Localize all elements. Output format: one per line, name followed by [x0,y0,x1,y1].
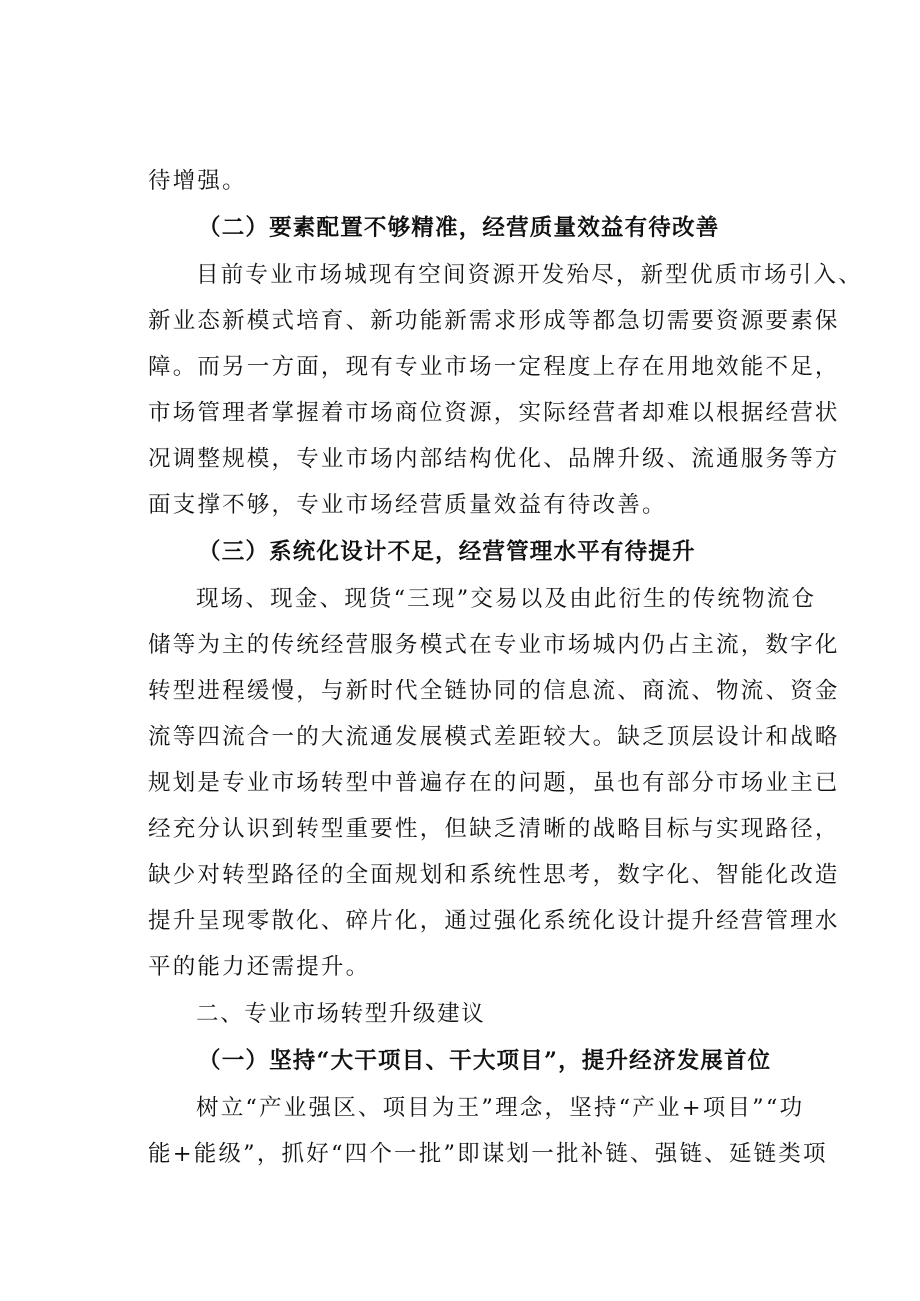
body-line-15: 经充分认识到转型重要性，但缺乏清晰的战略目标与实现路径， [148,816,840,842]
body-line-6: 市场管理者掌握着市场商位资源，实际经营者却难以根据经营状 [148,400,840,426]
body-line-11: 储等为主的传统经营服务模式在专业市场城内仍占主流，数字化 [148,632,840,658]
body-line-10: 现场、现金、现货“三现”交易以及由此衍生的传统物流仓 [196,586,817,612]
section-heading-3: （三）系统化设计不足，经营管理水平有待提升 [198,539,696,565]
body-line-22: 能+能级”，抓好“四个一批”即谋划一批补链、强链、延链类项 [148,1141,828,1167]
body-line-4: 新业态新模式培育、新功能新需求形成等都急切需要资源要素保 [148,308,840,334]
chapter-heading: 二、专业市场转型升级建议 [196,1001,486,1027]
body-line-1: 待增强。 [148,168,247,194]
body-line-7: 况调整规模，专业市场内部结构优化、品牌升级、流通服务等方 [148,446,840,472]
body-line-13: 流等四流合一的大流通发展模式差距较大。缺乏顶层设计和战略 [148,724,840,750]
body-line-14: 规划是专业市场转型中普遍存在的问题，虽也有部分市场业主已 [148,770,840,796]
body-line-17: 提升呈现零散化、碎片化，通过强化系统化设计提升经营管理水 [148,908,840,934]
body-line-3: 目前专业市场城现有空间资源开发殆尽，新型优质市场引入、 [196,262,863,288]
body-line-12: 转型进程缓慢，与新时代全链协同的信息流、商流、物流、资金 [148,678,840,704]
body-line-5: 障。而另一方面，现有专业市场一定程度上存在用地效能不足， [148,354,840,380]
body-line-8: 面支撑不够，专业市场经营质量效益有待改善。 [148,492,667,518]
section-heading-2: （二）要素配置不够精准，经营质量效益有待改善 [198,215,720,241]
section-heading-4: （一）坚持“大干项目、干大项目”，提升经济发展首位 [198,1048,772,1074]
body-line-21: 树立“产业强区、项目为王”理念，坚持“产业+项目”“功 [196,1095,805,1121]
body-line-16: 缺少对转型路径的全面规划和系统性思考，数字化、智能化改造 [148,862,840,888]
body-line-18: 平的能力还需提升。 [148,954,371,980]
